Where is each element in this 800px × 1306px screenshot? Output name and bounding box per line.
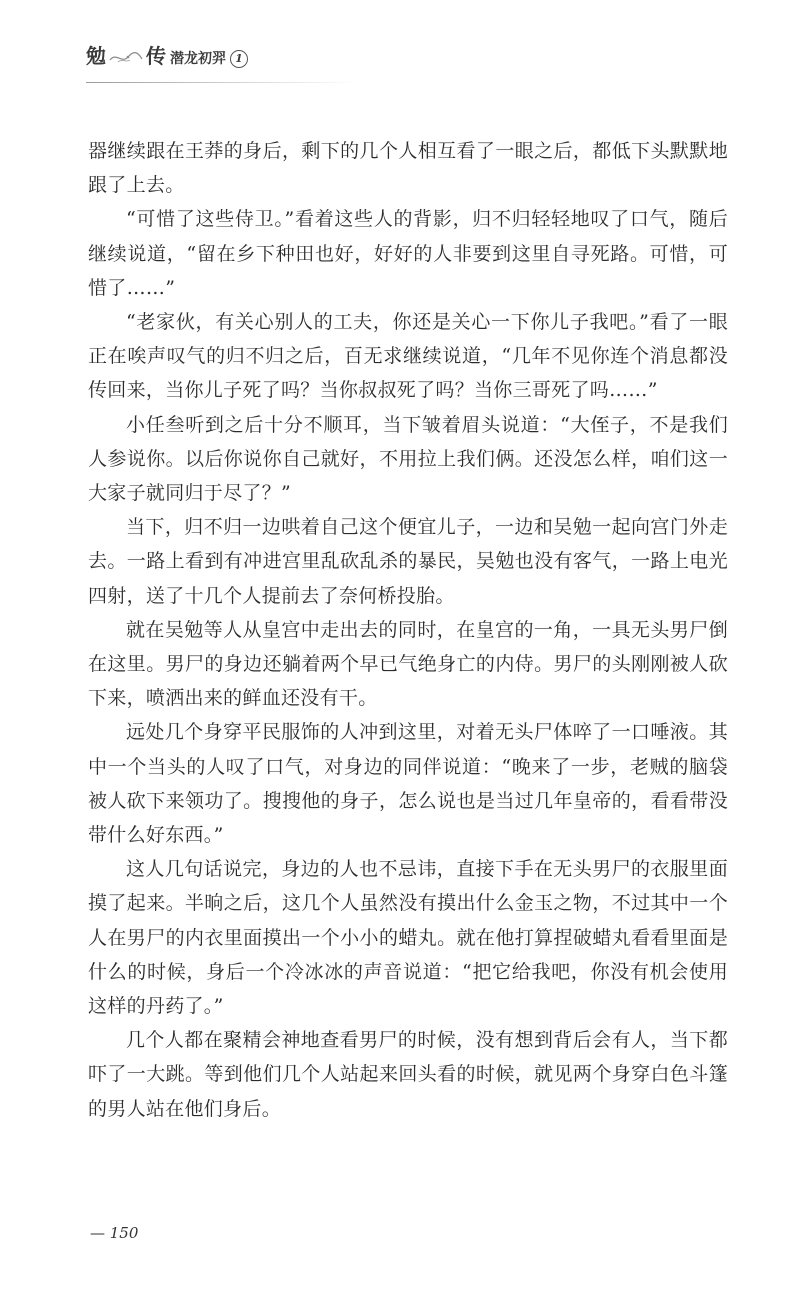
header-rule [86, 82, 356, 83]
paragraph: “老家伙，有关心别人的工夫，你还是关心一下你儿子我吧。”看了一眼正在唉声叹气的归不归之后，百无求继续说道，“几年不见你连个消息都没传回来，当你儿子死了吗？当你叔叔死了吗？当你三哥死了吗……” [88, 311, 728, 402]
body-text [88, 134, 728, 1126]
paragraph: 器继续跟在王莽的身后，剩下的几个人相互看了一眼之后，都低下头默默地跟了上去。 [88, 140, 728, 197]
paragraph: “可惜了这些侍卫。”看着这些人的背影，归不归轻轻地叹了口气，随后继续说道，“留在乡下种田也好，好好的人非要到这里自寻死路。可惜，可惜了……” [88, 208, 728, 299]
paragraph: 小任叁听到之后十分不顺耳，当下皱着眉头说道：“大侄子，不是我们人参说你。以后你说你自己就好，不用拉上我们俩。还没怎么样，咱们这一大家子就同归于尽了？” [88, 413, 728, 505]
paragraph: 就在吴勉等人从皇宫中走出去的同时，在皇宫的一角，一具无头男尸倒在这里。男尸的身边还躺着两个早已气绝身亡的内侍。男尸的头刚刚被人砍下来，喷洒出来的鲜血还没有干。 [88, 618, 728, 710]
running-head [86, 44, 248, 68]
running-head-subtitle: 潜龙初羿 [170, 51, 226, 67]
paragraph: 这人几句话说完，身边的人也不忌讳，直接下手在无头男尸的衣服里面摸了起来。半晌之后，这几个人虽然没有摸出什么金玉之物，不过其中一个人在男尸的内衣里面摸出一个小小的蜡丸。就在他打算捏破蜡丸看看里面是什么的时候，身后一个冷冰冰的声音说道：“把它给我吧，你没有机会使用这样的丹药了。” [88, 858, 728, 1018]
running-head-title-char-1: 勉 [86, 44, 106, 68]
page-number: — 150 [90, 1224, 139, 1242]
running-head-title-char-2: 传 [146, 44, 166, 68]
page-header [86, 44, 726, 84]
swirl-ornament-icon [108, 48, 144, 66]
volume-number-badge: 1 [230, 50, 248, 68]
paragraph: 几个人都在聚精会神地查看男尸的时候，没有想到背后会有人，当下都吓了一大跳。等到他们几个人站起来回头看的时候，就见两个身穿白色斗篷的男人站在他们身后。 [88, 1029, 728, 1120]
paragraph: 当下，归不归一边哄着自己这个便宜儿子，一边和吴勉一起向宫门外走去。一路上看到有冲进宫里乱砍乱杀的暴民，吴勉也没有客气，一路上电光四射，送了十几个人提前去了奈何桥投胎。 [88, 516, 728, 607]
paragraph: 远处几个身穿平民服饰的人冲到这里，对着无头尸体啐了一口唾液。其中一个当头的人叹了口气，对身边的同伴说道：“晚来了一步，老贼的脑袋被人砍下来领功了。搜搜他的身子，怎么说也是当过几年皇帝的，看看带没带什么好东西。” [88, 721, 728, 847]
